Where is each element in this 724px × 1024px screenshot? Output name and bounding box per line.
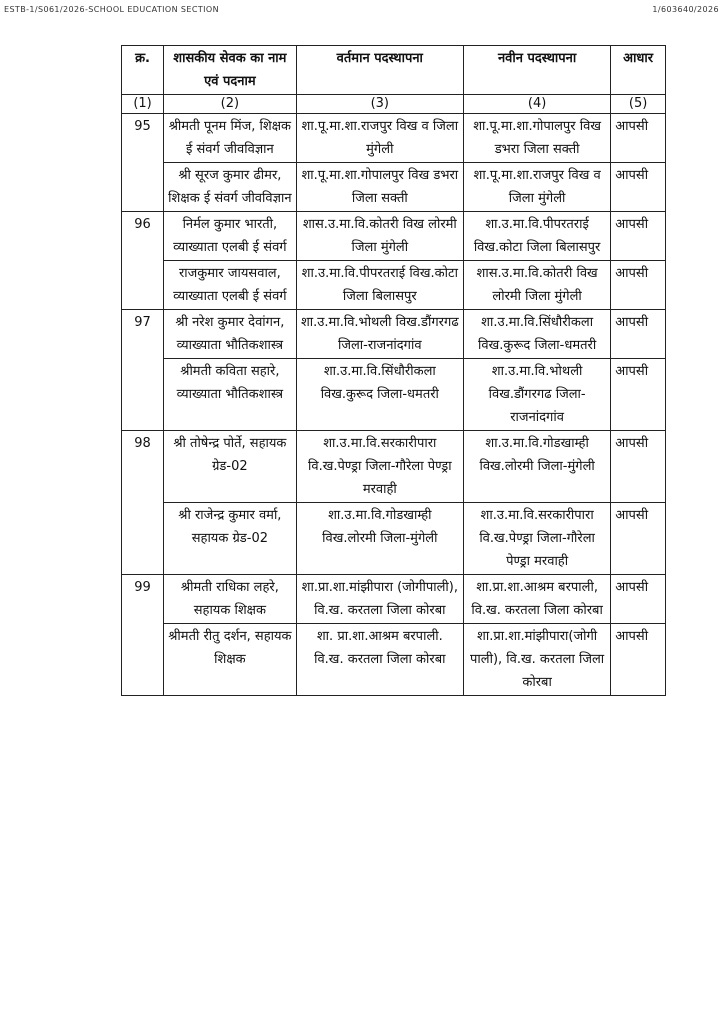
current-posting: शा.उ.मा.वि.सिंधौरीकला विख.कुरूद जिला-धमतरी (296, 359, 463, 431)
current-posting: शा.पू.मा.शा.गोपालपुर विख डभरा जिला सक्ती (296, 163, 463, 212)
current-posting: शा. प्रा.शा.आश्रम बरपाली. वि.ख. करतला जिला कोरबा (296, 624, 463, 696)
document-reference: ESTB-1/S061/2026-SCHOOL EDUCATION SECTION (4, 5, 219, 14)
transfer-basis: आपसी (611, 503, 666, 575)
new-posting: शा.उ.मा.वि.भोथली विख.डौंगरगढ जिला-राजनांदगांव (463, 359, 610, 431)
current-posting: शा.प्रा.शा.मांझीपारा (जोगीपाली), वि.ख. करतला जिला कोरबा (296, 575, 463, 624)
employee-name: श्रीमती पूनम मिंज, शिक्षक ई संवर्ग जीवविज्ञान (164, 114, 297, 163)
employee-name: राजकुमार जायसवाल, व्याख्याता एलबी ई संवर्ग (164, 261, 297, 310)
current-posting: शा.पू.मा.शा.राजपुर विख व जिला मुंगेली (296, 114, 463, 163)
serial-number: 99 (122, 575, 164, 696)
table-row (122, 575, 666, 624)
transfer-basis: आपसी (611, 575, 666, 624)
serial-number: 96 (122, 212, 164, 310)
current-posting: शा.उ.मा.वि.सरकारीपारा वि.ख.पेण्ड्रा जिला-गौरेला पेण्ड्रा मरवाही (296, 431, 463, 503)
column-header-current-posting: वर्तमान पदस्थापना (296, 46, 463, 95)
transfer-basis: आपसी (611, 212, 666, 261)
transfer-basis: आपसी (611, 114, 666, 163)
transfer-basis: आपसी (611, 261, 666, 310)
new-posting: शा.प्रा.शा.आश्रम बरपाली, वि.ख. करतला जिला कोरबा (463, 575, 610, 624)
new-posting: शा.प्रा.शा.मांझीपारा(जोगी पाली), वि.ख. करतला जिला कोरबा (463, 624, 610, 696)
table-row (122, 212, 666, 261)
new-posting: शा.पू.मा.शा.राजपुर विख व जिला मुंगेली (463, 163, 610, 212)
serial-number: 97 (122, 310, 164, 431)
employee-name: श्री तोषेन्द्र पोर्ते, सहायक ग्रेड-02 (164, 431, 297, 503)
table-header-row (122, 46, 666, 95)
new-posting: शा.उ.मा.वि.सरकारीपारा वि.ख.पेण्ड्रा जिला-गौरेला पेण्ड्रा मरवाही (463, 503, 610, 575)
table-row (122, 503, 666, 575)
employee-name: श्रीमती राधिका लहरे, सहायक शिक्षक (164, 575, 297, 624)
column-header-new-posting: नवीन पदस्थापना (463, 46, 610, 95)
employee-name: श्री सूरज कुमार ढीमर, शिक्षक ई संवर्ग जीवविज्ञान (164, 163, 297, 212)
new-posting: शा.उ.मा.वि.पीपरतराई विख.कोटा जिला बिलासपुर (463, 212, 610, 261)
transfer-basis: आपसी (611, 310, 666, 359)
document-number: 1/603640/2026 (652, 5, 719, 14)
column-number: (2) (164, 95, 297, 114)
current-posting: शा.उ.मा.वि.भोथली विख.डौंगरगढ जिला-राजनांदगांव (296, 310, 463, 359)
serial-number: 95 (122, 114, 164, 212)
current-posting: शा.उ.मा.वि.पीपरतराई विख.कोटा जिला बिलासपुर (296, 261, 463, 310)
transfer-basis: आपसी (611, 163, 666, 212)
transfer-basis: आपसी (611, 431, 666, 503)
serial-number: 98 (122, 431, 164, 575)
employee-name: श्री नरेश कुमार देवांगन, व्याख्याता भौतिकशास्त्र (164, 310, 297, 359)
new-posting: शा.उ.मा.वि.गोडखाम्ही विख.लोरमी जिला-मुंगेली (463, 431, 610, 503)
new-posting: शास.उ.मा.वि.कोतरी विख लोरमी जिला मुंगेली (463, 261, 610, 310)
column-number: (3) (296, 95, 463, 114)
column-header-basis: आधार (611, 46, 666, 95)
current-posting: शास.उ.मा.वि.कोतरी विख लोरमी जिला मुंगेली (296, 212, 463, 261)
table-row (122, 310, 666, 359)
employee-name: निर्मल कुमार भारती, व्याख्याता एलबी ई संवर्ग (164, 212, 297, 261)
table-row (122, 261, 666, 310)
column-number-row (122, 95, 666, 114)
employee-name: श्रीमती कविता सहारे, व्याख्याता भौतिकशास्त्र (164, 359, 297, 431)
transfer-basis: आपसी (611, 624, 666, 696)
employee-name: श्री राजेन्द्र कुमार वर्मा, सहायक ग्रेड-02 (164, 503, 297, 575)
table-row (122, 431, 666, 503)
column-header-employee: शासकीय सेवक का नाम एवं पदनाम (164, 46, 297, 95)
employee-name: श्रीमती रीतु दर्शन, सहायक शिक्षक (164, 624, 297, 696)
column-number: (4) (463, 95, 610, 114)
table-row (122, 163, 666, 212)
new-posting: शा.पू.मा.शा.गोपालपुर विख डभरा जिला सक्ती (463, 114, 610, 163)
transfer-table (121, 45, 666, 696)
table-row (122, 114, 666, 163)
column-header-serial: क्र. (122, 46, 164, 95)
transfer-basis: आपसी (611, 359, 666, 431)
new-posting: शा.उ.मा.वि.सिंधौरीकला विख.कुरूद जिला-धमतरी (463, 310, 610, 359)
table-row (122, 624, 666, 696)
column-number: (1) (122, 95, 164, 114)
table-row (122, 359, 666, 431)
column-number: (5) (611, 95, 666, 114)
current-posting: शा.उ.मा.वि.गोडखाम्ही विख.लोरमी जिला-मुंगेली (296, 503, 463, 575)
